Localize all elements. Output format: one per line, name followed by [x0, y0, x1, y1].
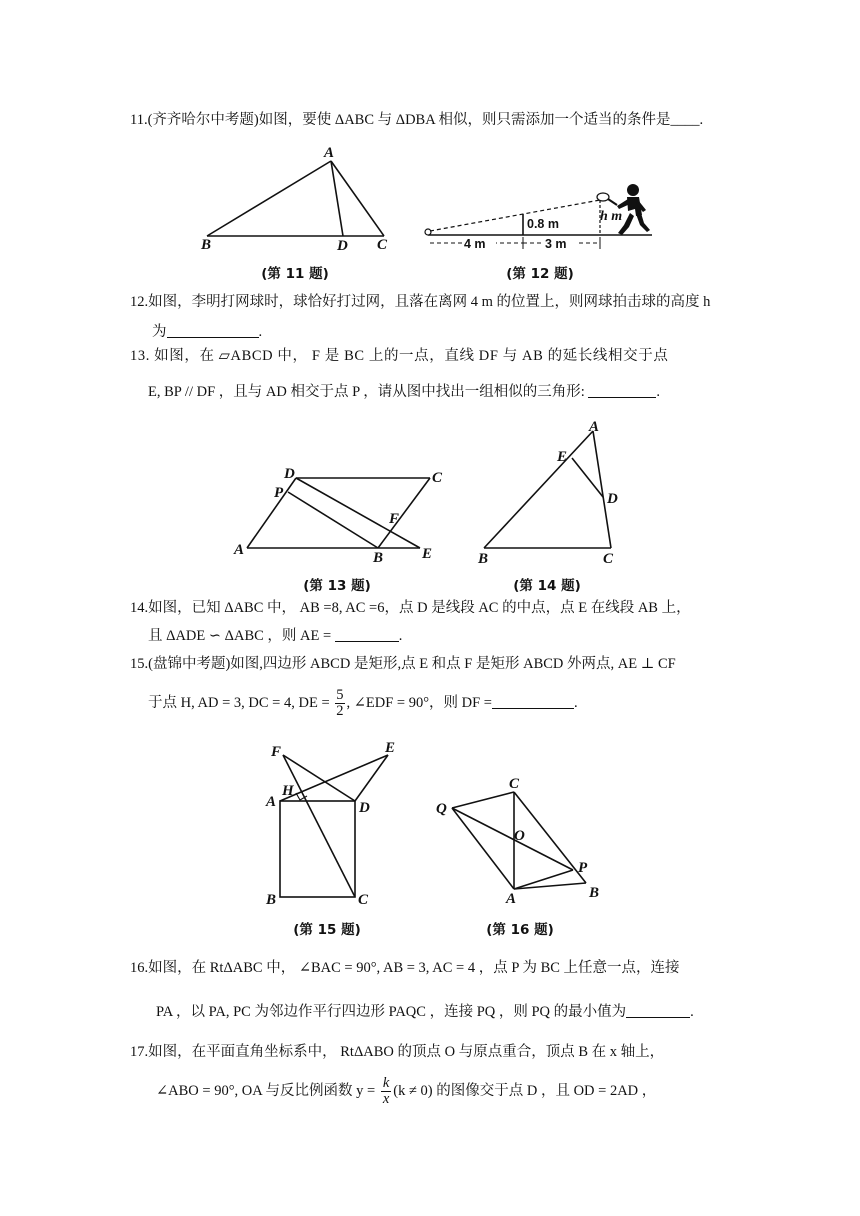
- answer-blank-16[interactable]: [626, 1003, 690, 1018]
- question-12-prefix: 为: [152, 324, 167, 340]
- question-11-text: 11.(齐齐哈尔中考题)如图，要使 ΔABC 与 ΔDBA 相似，则只需添加一个适当的条件是____.: [130, 112, 704, 128]
- fig15-label-e: E: [385, 740, 396, 756]
- caption-fig14: (第 14 题): [513, 578, 581, 594]
- fig13-label-p: P: [274, 485, 284, 501]
- caption-fig15: (第 15 题): [293, 922, 361, 938]
- question-14-suffix: .: [398, 628, 403, 644]
- fig16-label-c: C: [509, 776, 520, 792]
- question-13-suffix: .: [656, 384, 661, 400]
- fig16-label-p: P: [578, 860, 588, 876]
- fig13-label-a: A: [234, 542, 245, 558]
- fig12-label-net-height: 0.8 m: [527, 217, 559, 231]
- fig14-label-a: A: [589, 419, 600, 435]
- fig14-label-c: C: [603, 551, 614, 567]
- question-16-text-line2: [156, 1002, 694, 1022]
- fig15-label-h: H: [282, 783, 294, 799]
- fig16-label-o: O: [514, 828, 525, 844]
- question-17-suffix: (k ≠ 0) 的图像交于点 D ，且 OD = 2AD ，: [393, 1082, 657, 1099]
- question-15-mid: , ∠EDF = 90°，则 DF =: [346, 694, 492, 711]
- fig13-label-c: C: [432, 470, 443, 486]
- question-17-prefix: ∠ABO = 90°, OA 与反比例函数 y =: [156, 1082, 376, 1099]
- fig13-label-d: D: [284, 466, 295, 482]
- question-13-text: 13. 如图，在 ▱ABCD 中， F 是 BC 上的一点，直线 DF 与 AB 的延长线相交于点: [130, 348, 669, 364]
- fig16-label-b: B: [589, 885, 600, 901]
- fig14-label-b: B: [478, 551, 489, 567]
- caption-fig11: (第 11 题): [261, 266, 329, 282]
- fig11-label-b: B: [201, 237, 212, 253]
- fig13-label-f: F: [389, 511, 400, 527]
- question-15-prefix: 于点 H, AD = 3, DC = 4, DE =: [148, 694, 330, 711]
- fig15-label-b: B: [266, 892, 277, 908]
- fraction-denominator: x: [382, 1091, 390, 1107]
- question-13-prefix: E, BP // DF ，且与 AD 相交于点 P ，请从图中找出一组相似的三角形:: [148, 384, 585, 400]
- fig13-label-b: B: [373, 550, 384, 566]
- fig12-label-3m: 3 m: [545, 237, 567, 251]
- question-16-suffix: .: [690, 1004, 694, 1020]
- fraction-numerator: 5: [336, 687, 344, 703]
- fig14-label-d: D: [607, 491, 618, 507]
- figure-15: [280, 755, 388, 897]
- fig16-label-q: Q: [436, 801, 447, 817]
- fig12-label-4m: 4 m: [464, 237, 486, 251]
- question-14-text: 14.如图，已知 ΔABC 中， AB =8, AC =6，点 D 是线段 AC 的中点，点 E 在线段 AB 上，: [130, 600, 691, 616]
- caption-fig16: (第 16 题): [486, 922, 554, 938]
- question-12-text: 12.如图，李明打网球时，球恰好打过网，且落在离网 4 m 的位置上，则网球拍击球的高度 h: [130, 294, 711, 310]
- question-16-text: 16.如图，在 RtΔABC 中， ∠BAC = 90°, AB = 3, AC = 4 ，点 P 为 BC 上任意一点，连接: [130, 960, 680, 976]
- question-16-prefix: PA ，以 PA, PC 为邻边作平行四边形 PAQC ，连接 PQ ，则 PQ 的最小值为: [156, 1004, 627, 1020]
- question-12-suffix: .: [258, 324, 263, 340]
- caption-fig13: (第 13 题): [303, 578, 371, 594]
- question-15-suffix: .: [573, 694, 578, 711]
- question-17-text-line2: [156, 1076, 656, 1107]
- fig13-label-e: E: [422, 546, 433, 562]
- fig15-label-f: F: [271, 744, 282, 760]
- fig14-label-e: E: [557, 449, 568, 465]
- fig15-label-d: D: [359, 800, 370, 816]
- fraction-numerator: k: [382, 1075, 390, 1091]
- fig16-label-a: A: [506, 891, 517, 907]
- fraction-k-over-x: [381, 1076, 391, 1107]
- fig15-label-a: A: [266, 794, 277, 810]
- caption-fig12: (第 12 题): [506, 266, 574, 282]
- question-14-prefix: 且 ΔADE ∽ ΔABC ，则 AE =: [148, 628, 332, 644]
- fig15-label-c: C: [358, 892, 369, 908]
- fig12-label-h: h m: [600, 209, 623, 224]
- fig11-label-d: D: [337, 238, 348, 254]
- fraction-denominator: 2: [336, 703, 344, 719]
- fig11-label-a: A: [324, 145, 335, 161]
- question-15-text: 15.(盘锦中考题)如图,四边形 ABCD 是矩形,点 E 和点 F 是矩形 ABCD 外两点, AE ⊥ CF: [130, 656, 676, 672]
- fig11-label-c: C: [377, 237, 388, 253]
- question-17-text: 17.如图，在平面直角坐标系中， RtΔABO 的顶点 O 与原点重合，顶点 B 在 x 轴上，: [130, 1044, 665, 1060]
